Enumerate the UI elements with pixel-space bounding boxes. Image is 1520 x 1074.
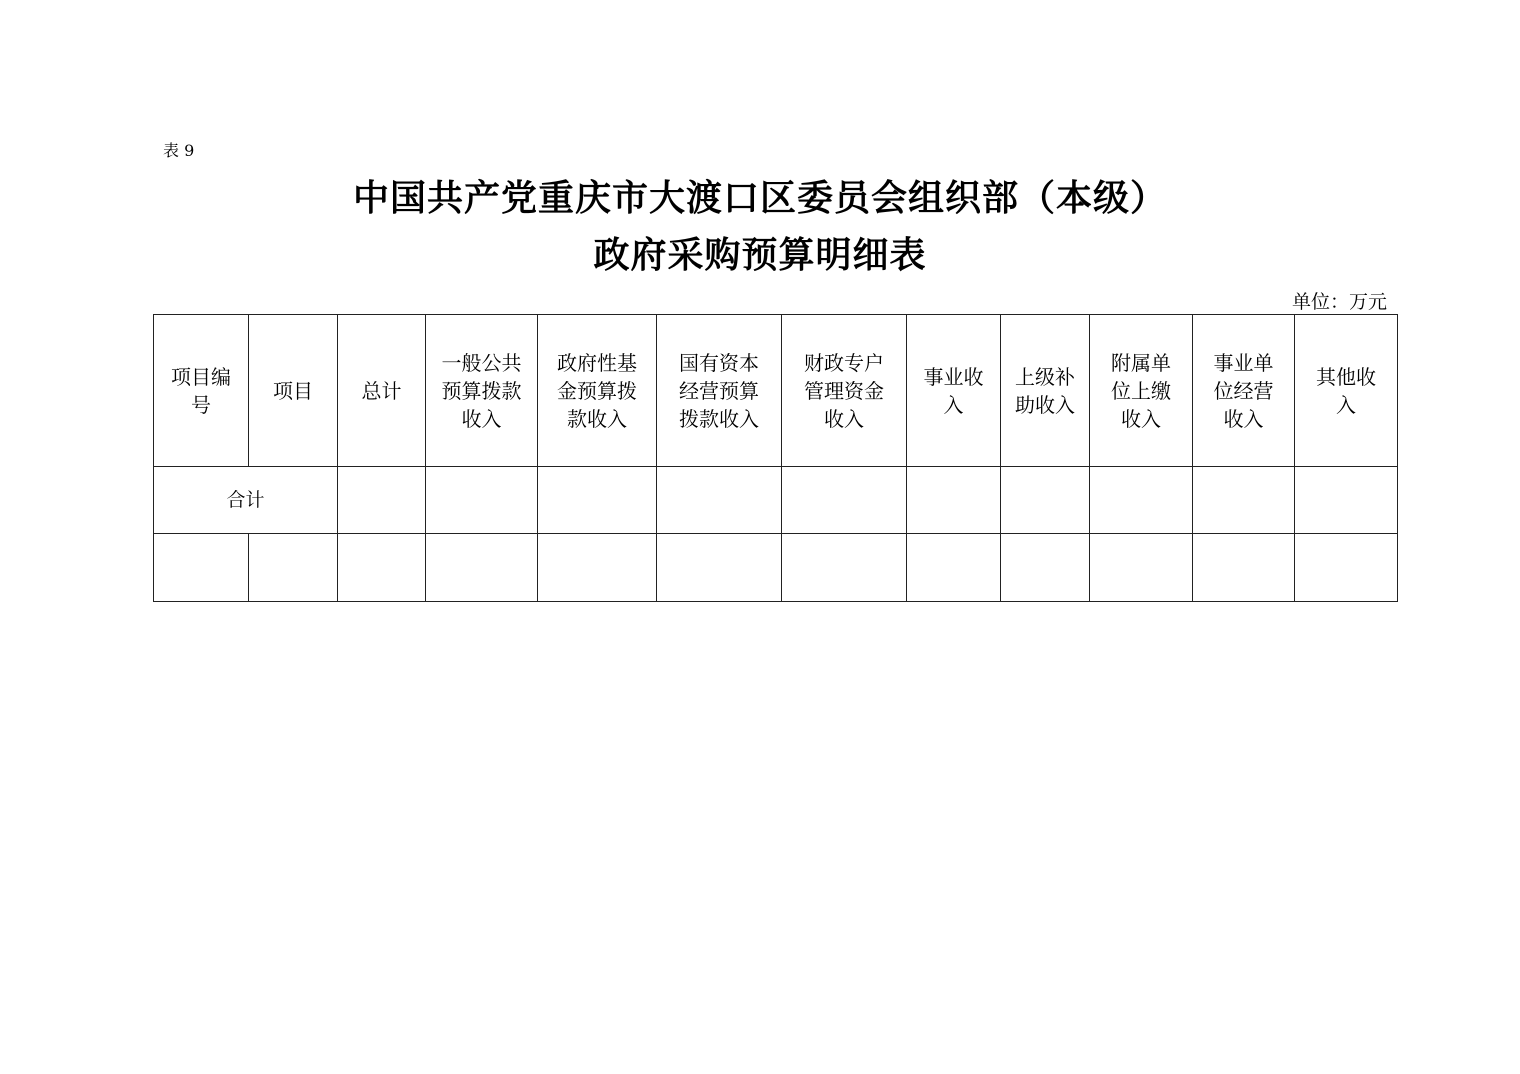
total-cell xyxy=(657,467,782,534)
total-cell xyxy=(907,467,1001,534)
table-cell xyxy=(426,534,538,602)
table-cell xyxy=(1001,534,1090,602)
total-cell xyxy=(1090,467,1193,534)
page-title: 中国共产党重庆市大渡口区委员会组织部（本级） xyxy=(352,178,1167,219)
total-cell xyxy=(1193,467,1295,534)
total-label: 合计 xyxy=(154,467,338,534)
table-cell xyxy=(154,534,249,602)
table-cell xyxy=(1295,534,1398,602)
header-fiscal-account: 财政专户 管理资金 收入 xyxy=(782,315,907,467)
table-cell xyxy=(907,534,1001,602)
header-business-income: 事业收 入 xyxy=(907,315,1001,467)
header-general-budget: 一般公共 预算拨款 收入 xyxy=(426,315,538,467)
table-cell xyxy=(338,534,426,602)
table-header-row xyxy=(154,315,1398,467)
total-cell xyxy=(782,467,907,534)
table-total-row xyxy=(154,467,1398,534)
header-affiliate-payment: 附属单 位上缴 收入 xyxy=(1090,315,1193,467)
header-project: 项目 xyxy=(249,315,338,467)
header-superior-subsidy: 上级补 助收入 xyxy=(1001,315,1090,467)
table-cell xyxy=(657,534,782,602)
procurement-budget-table xyxy=(153,314,1398,602)
header-state-capital: 国有资本 经营预算 拨款收入 xyxy=(657,315,782,467)
table-cell xyxy=(782,534,907,602)
unit-label: 单位：万元 xyxy=(1291,291,1387,313)
total-cell xyxy=(538,467,657,534)
table-cell xyxy=(1193,534,1295,602)
table-cell xyxy=(1090,534,1193,602)
header-project-code: 项目编 号 xyxy=(154,315,249,467)
table-number: 表 9 xyxy=(163,141,195,160)
table-cell xyxy=(538,534,657,602)
table-cell xyxy=(249,534,338,602)
header-total: 总计 xyxy=(338,315,426,467)
total-cell xyxy=(1001,467,1090,534)
table-row xyxy=(154,534,1398,602)
total-cell xyxy=(426,467,538,534)
header-gov-fund: 政府性基 金预算拨 款收入 xyxy=(538,315,657,467)
total-cell xyxy=(338,467,426,534)
header-operating-income: 事业单 位经营 收入 xyxy=(1193,315,1295,467)
page-subtitle: 政府采购预算明细表 xyxy=(593,235,927,276)
total-cell xyxy=(1295,467,1398,534)
header-other-income: 其他收 入 xyxy=(1295,315,1398,467)
